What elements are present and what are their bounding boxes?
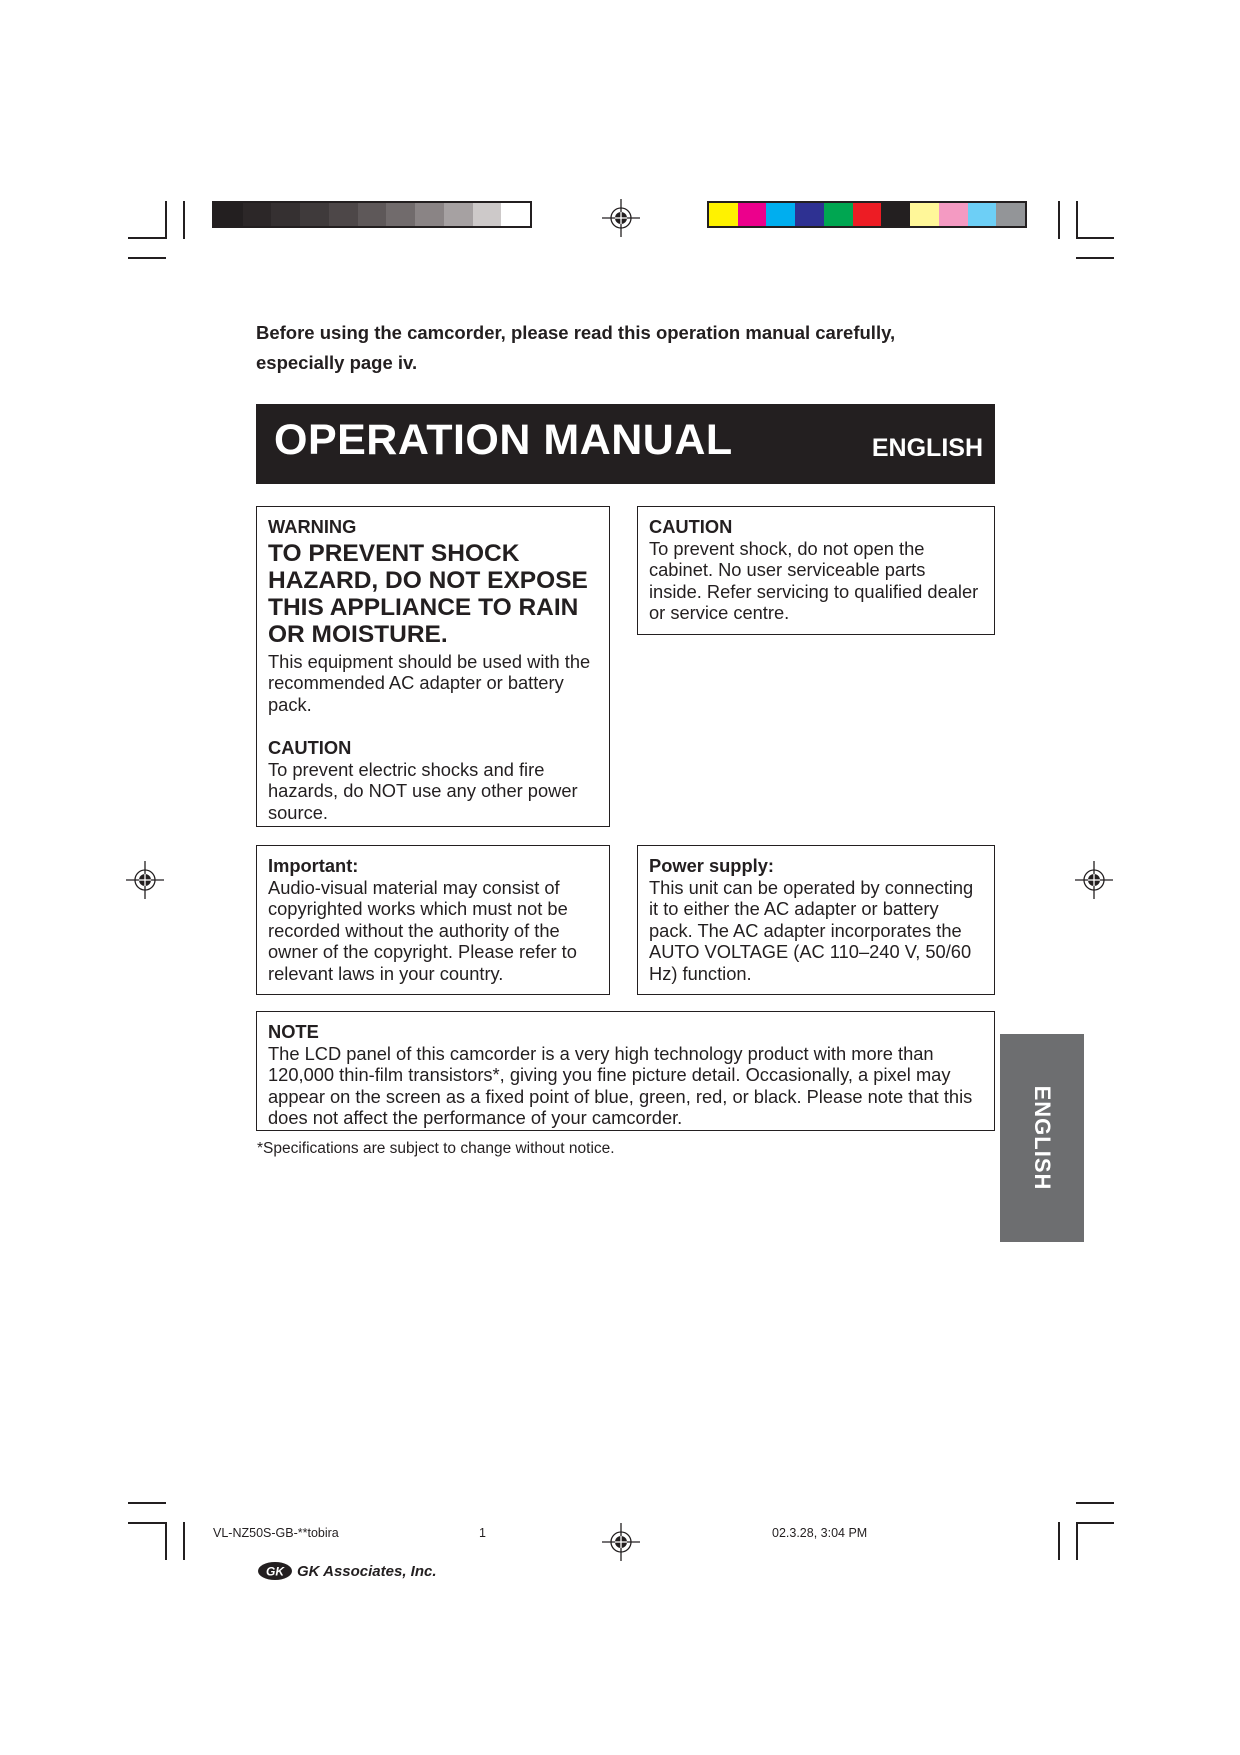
warning-heading: WARNING bbox=[268, 516, 357, 537]
footer-page-number: 1 bbox=[479, 1526, 486, 1540]
color-swatch bbox=[738, 203, 767, 226]
caution-heading: CAUTION bbox=[268, 737, 352, 758]
caution-box bbox=[637, 506, 995, 635]
color-swatch bbox=[415, 203, 444, 226]
note-heading: NOTE bbox=[268, 1021, 319, 1042]
company-name: GK Associates, Inc. bbox=[297, 1562, 437, 1580]
title-banner bbox=[256, 404, 995, 484]
warning-text: This equipment should be used with the recommended AC adapter or battery pack. bbox=[268, 650, 591, 715]
color-swatch bbox=[444, 203, 473, 226]
color-swatch bbox=[243, 203, 272, 226]
intro-line-2: especially page iv. bbox=[256, 352, 418, 373]
color-swatch bbox=[968, 203, 997, 226]
important-text: Audio-visual material may consist of copyrighted works which must not be recorded without the authority of the owner of the copyright. Please refer to relevant laws in your country. bbox=[268, 876, 577, 984]
company-logo bbox=[257, 1561, 437, 1581]
caution-box-text: To prevent shock, do not open the cabinet. No user serviceable parts inside. Refer servicing to qualified dealer or service centre. bbox=[649, 537, 979, 623]
color-swatch bbox=[824, 203, 853, 226]
color-swatch bbox=[881, 203, 910, 226]
color-swatch bbox=[300, 203, 329, 226]
color-swatch bbox=[271, 203, 300, 226]
intro-line-1: Before using the camcorder, please read this operation manual carefully, bbox=[256, 322, 896, 343]
color-swatch bbox=[709, 203, 738, 226]
color-swatch bbox=[795, 203, 824, 226]
specifications-note: *Specifications are subject to change without notice. bbox=[257, 1140, 615, 1157]
color-swatch bbox=[358, 203, 387, 226]
language-side-tab bbox=[1000, 1034, 1084, 1242]
svg-text:GK: GK bbox=[266, 1564, 284, 1579]
color-swatch bbox=[329, 203, 358, 226]
grayscale-control-bar bbox=[212, 201, 532, 228]
note-text: The LCD panel of this camcorder is a very high technology product with more than 120,000 thin-film transistors*, giving you fine picture detail. Occasionally, a pixel may appear on the screen as a fixed point of blue, green, red, or black. Please note that this does not affect the performance of your camcorder. bbox=[268, 1042, 973, 1128]
footer-datetime: 02.3.28, 3:04 PM bbox=[772, 1526, 868, 1540]
color-swatch bbox=[939, 203, 968, 226]
side-tab-label: ENGLISH bbox=[1030, 1085, 1055, 1191]
registration-mark-icon bbox=[1075, 861, 1113, 899]
color-swatch bbox=[501, 203, 530, 226]
intro-text bbox=[256, 318, 1016, 378]
caution-text: To prevent electric shocks and fire hazards, do NOT use any other power source. bbox=[268, 758, 578, 823]
color-swatch bbox=[996, 203, 1025, 226]
power-supply-text: This unit can be operated by connecting it to either the AC adapter or battery pack. The AC adapter incorporates the AUTO VOLTAGE (AC 110–240 V, 50/60 Hz) function. bbox=[649, 876, 974, 984]
color-swatch bbox=[910, 203, 939, 226]
important-heading: Important: bbox=[268, 855, 359, 876]
note-box bbox=[256, 1011, 995, 1131]
language-label: ENGLISH bbox=[871, 434, 983, 462]
caution-box-heading: CAUTION bbox=[649, 516, 733, 537]
registration-mark-icon bbox=[602, 199, 640, 237]
color-swatch bbox=[766, 203, 795, 226]
registration-mark-icon bbox=[602, 1523, 640, 1561]
warning-box bbox=[256, 506, 610, 827]
color-swatch bbox=[853, 203, 882, 226]
color-swatch bbox=[473, 203, 502, 226]
power-supply-heading: Power supply: bbox=[649, 855, 774, 876]
gk-logo-icon bbox=[257, 1561, 293, 1581]
power-supply-box bbox=[637, 845, 995, 995]
registration-mark-icon bbox=[126, 861, 164, 899]
footer-filename: VL-NZ50S-GB-**tobira bbox=[213, 1526, 339, 1540]
color-swatch bbox=[386, 203, 415, 226]
page-title: OPERATION MANUAL bbox=[274, 416, 733, 464]
color-control-bar bbox=[707, 201, 1027, 228]
warning-headline: TO PREVENT SHOCK HAZARD, DO NOT EXPOSE THIS APPLIANCE TO RAIN OR MOISTURE. bbox=[268, 539, 588, 648]
important-box bbox=[256, 845, 610, 995]
color-swatch bbox=[214, 203, 243, 226]
